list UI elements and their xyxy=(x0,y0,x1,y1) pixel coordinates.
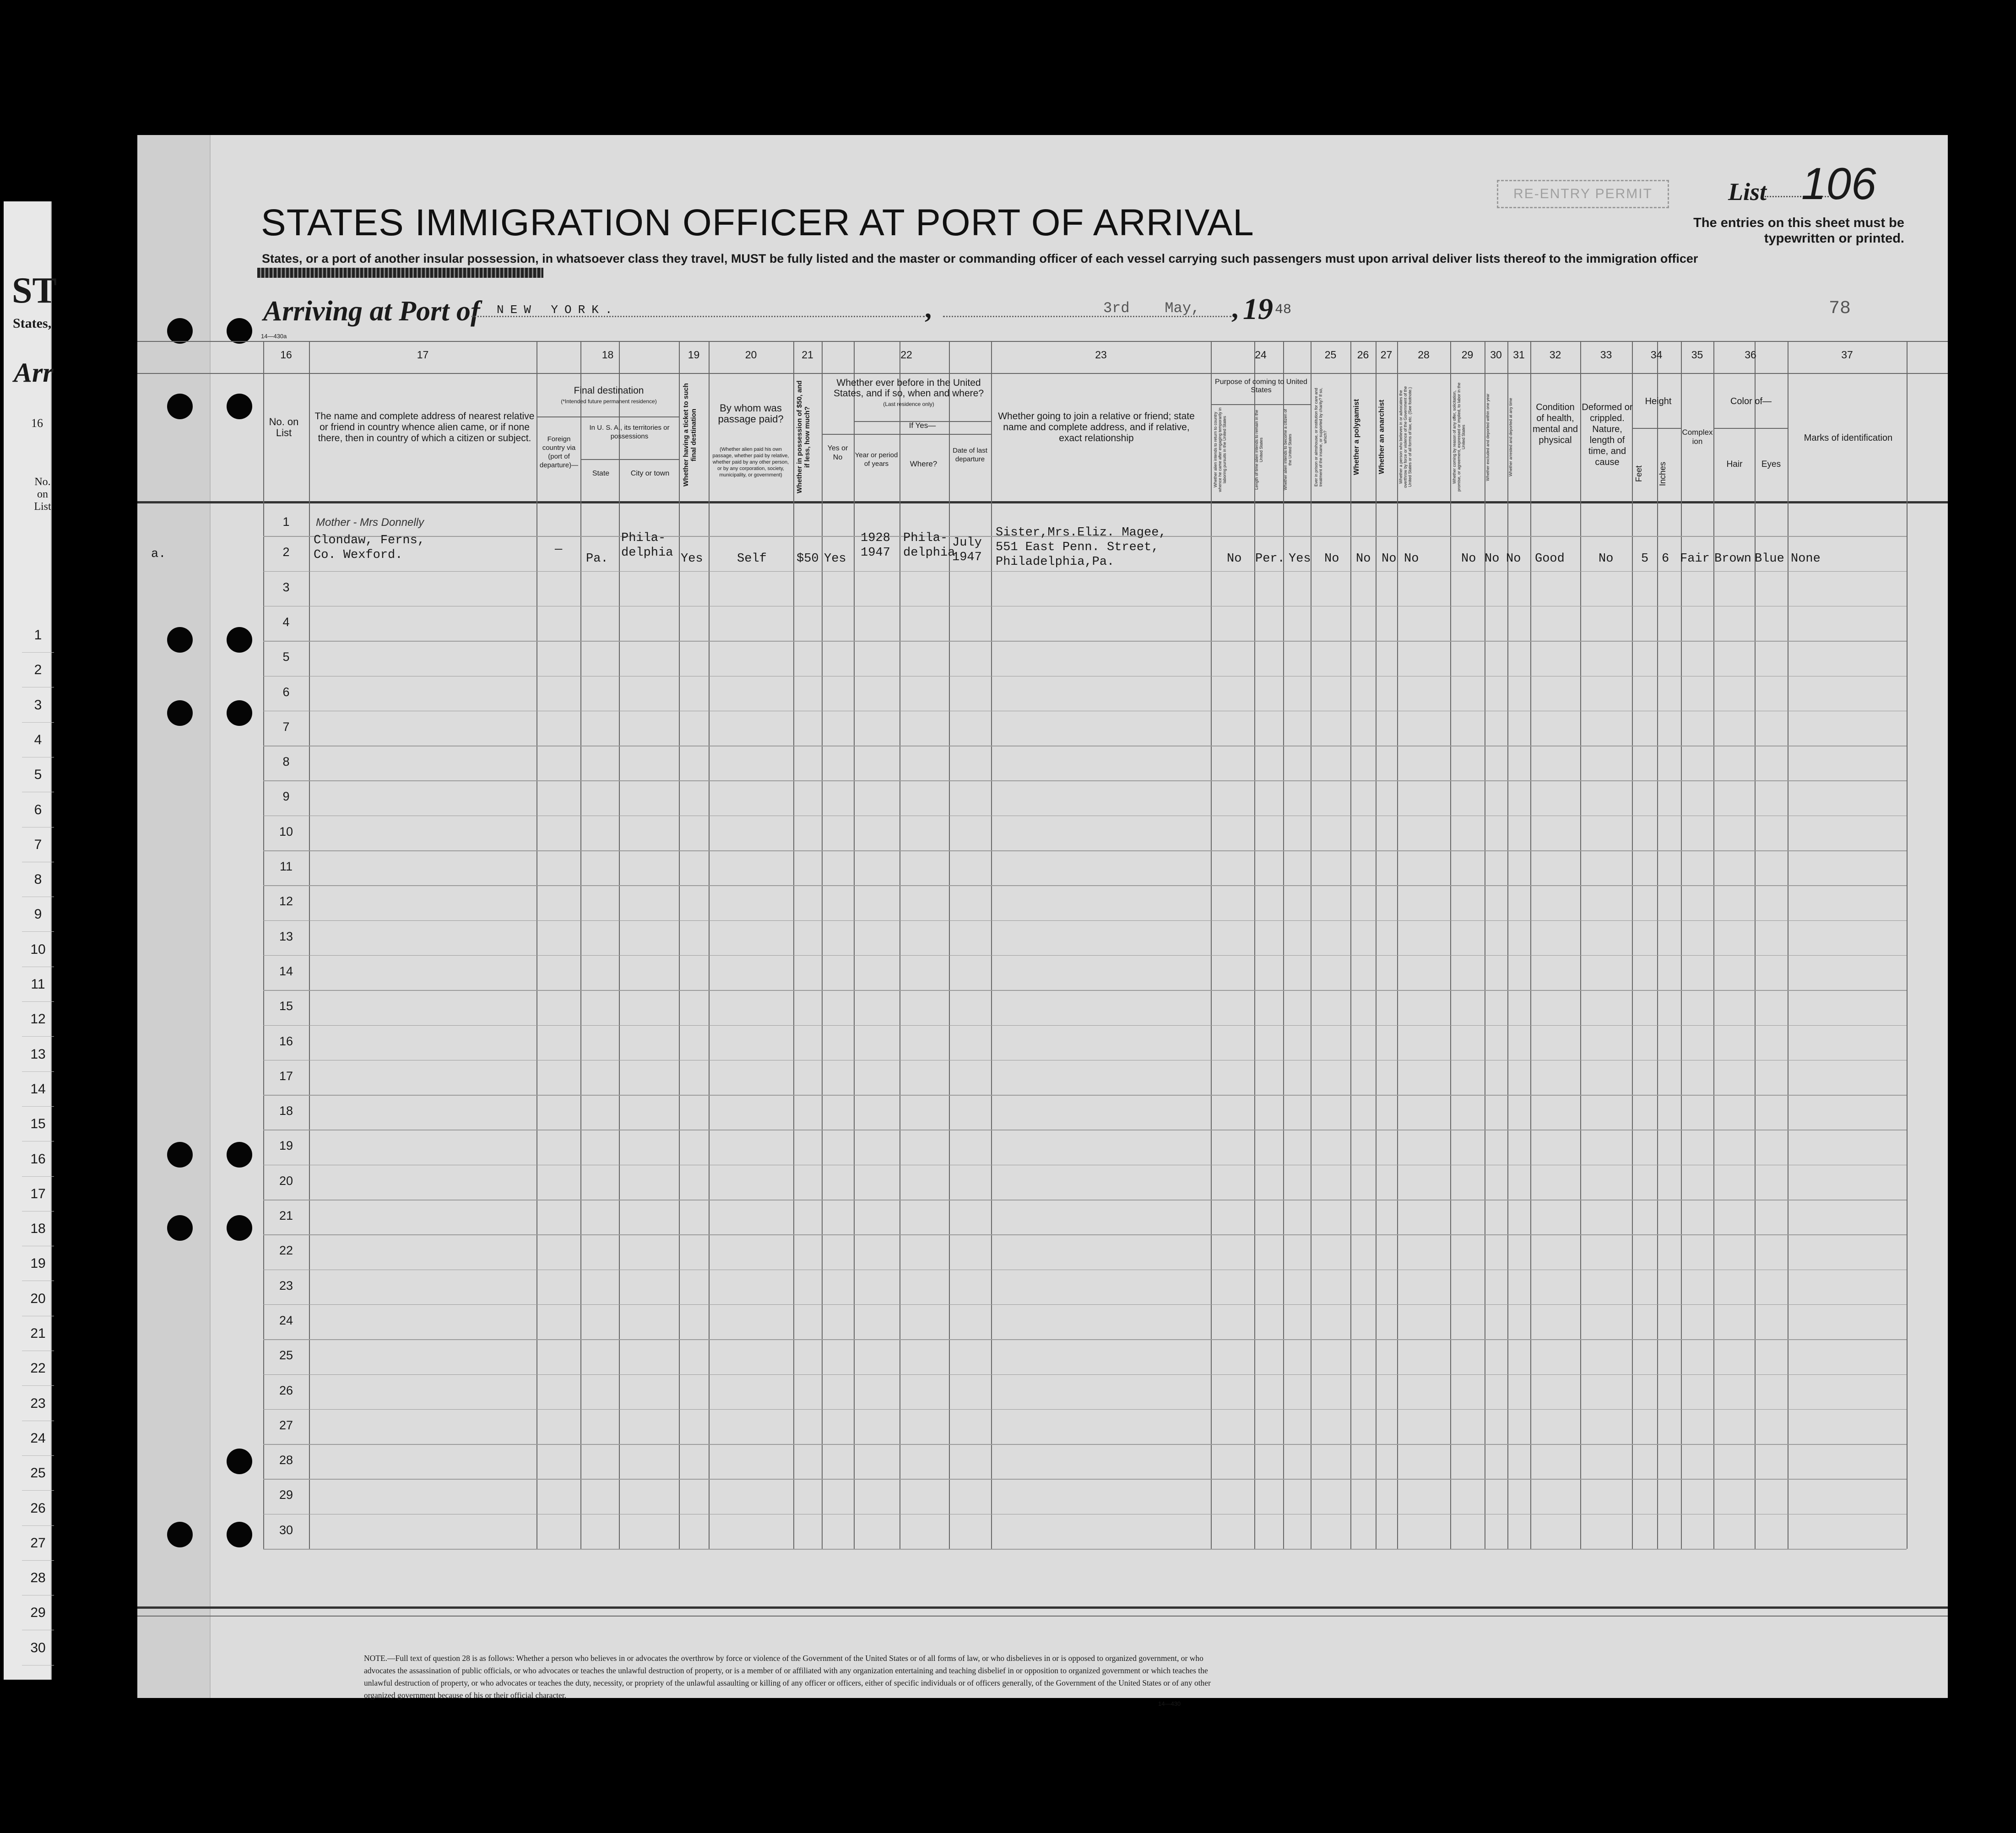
subheader-rule xyxy=(1713,428,1788,429)
previous-page-row-number: 26 xyxy=(22,1491,54,1526)
column-number: 19 xyxy=(688,349,700,361)
column-rule xyxy=(1254,341,1255,1549)
column-rule xyxy=(709,341,710,1549)
row-rule xyxy=(263,1549,1907,1550)
column-number: 21 xyxy=(802,349,813,361)
row-rule xyxy=(263,1444,1907,1445)
header-labor-offer: Whether coming by reason of any offer, solicitation, promise, or agreement, expressed or implied, to labor in the United States xyxy=(1452,382,1466,492)
header-purpose-citizen: Whether alien intends to become a citizen of the United States xyxy=(1283,409,1292,491)
previous-page-column-number: 16 xyxy=(31,416,43,430)
row-number: 23 xyxy=(279,1278,293,1292)
column-rule xyxy=(1657,341,1658,1549)
header-height: Height xyxy=(1645,396,1672,406)
header-prison: Ever in prison or almshouse, or institution for care and treatment of the insane, or supported by charity? If so, which? xyxy=(1314,388,1328,487)
entry-city: Phila- delphia xyxy=(621,531,673,560)
row-rule xyxy=(263,955,1907,956)
header-deformed: Deformed or crippled. Nature, length of time, and cause xyxy=(1582,402,1633,467)
column-rule xyxy=(1530,341,1531,1549)
row-rule xyxy=(263,711,1907,712)
year-suffix: 48 xyxy=(1275,302,1292,318)
header-no-on-list: No. on List xyxy=(269,416,299,438)
header-final-destination: Final destination xyxy=(574,385,644,396)
row-number: 19 xyxy=(279,1139,293,1153)
entry-eyes: Blue xyxy=(1755,552,1784,566)
previous-page-row-number: 8 xyxy=(22,862,54,897)
comma: , xyxy=(1231,293,1238,324)
subheader-rule xyxy=(822,434,991,435)
header-fifty-dollars: Whether in possession of $50, and if less, how much? xyxy=(796,380,811,494)
row-number: 15 xyxy=(279,999,293,1013)
header-marks: Marks of identification xyxy=(1804,433,1893,443)
row-number: 24 xyxy=(279,1313,293,1327)
row-number: 18 xyxy=(279,1104,293,1118)
header-polygamist: Whether a polygamist xyxy=(1353,399,1360,476)
header-hair: Hair xyxy=(1726,460,1743,469)
previous-page-edge xyxy=(4,201,57,1680)
entry-ticket: Yes xyxy=(681,552,703,566)
column-number: 27 xyxy=(1380,349,1393,361)
previous-page-row-number: 2 xyxy=(22,653,54,687)
row-rule xyxy=(263,606,1907,607)
column-rule xyxy=(991,341,992,1549)
column-number: 26 xyxy=(1357,349,1369,361)
row-rule xyxy=(263,1409,1907,1410)
entry-fifty-dollars: $50 xyxy=(797,552,819,566)
entry-prison: No xyxy=(1324,552,1339,566)
column-rule xyxy=(1681,341,1682,1549)
previous-page-row-number: 22 xyxy=(22,1351,54,1386)
column-rule xyxy=(822,341,823,1549)
previous-page-arriving-fragment: Arr xyxy=(14,357,54,388)
column-number: 32 xyxy=(1549,349,1561,361)
column-rule xyxy=(793,341,794,1549)
header-date-departure: Date of last departure xyxy=(953,447,987,463)
column-rule xyxy=(1632,341,1633,1549)
row-number: 14 xyxy=(279,964,293,978)
row-number: 10 xyxy=(279,824,293,838)
typewritten-note: The entries on this sheet must be typewritten or printed. xyxy=(1693,216,1904,246)
row-rule xyxy=(263,1025,1907,1026)
column-number: 18 xyxy=(602,349,614,361)
entry-feet: 5 xyxy=(1641,552,1649,566)
reentry-permit-stamp: RE-ENTRY PERMIT xyxy=(1497,180,1669,208)
header-last-residence: (Last residence only) xyxy=(883,401,934,407)
column-number: 25 xyxy=(1324,349,1337,361)
header-inches: Inches xyxy=(1658,461,1667,486)
row-rule xyxy=(263,676,1907,677)
header-anarchist: Whether an anarchist xyxy=(1378,400,1386,475)
column-rule xyxy=(854,341,855,1549)
previous-page-states-fragment: States, xyxy=(13,316,52,331)
entry-complexion: Fair xyxy=(1680,552,1710,566)
column-number: 28 xyxy=(1418,349,1430,361)
column-rule xyxy=(1507,341,1508,1549)
column-rule xyxy=(1907,341,1908,1549)
punch-hole xyxy=(227,318,252,344)
column-number: 17 xyxy=(417,349,429,361)
row-number: 6 xyxy=(282,685,290,699)
header-purpose-length: Length of time alien intends to remain in the United States xyxy=(1254,410,1263,490)
entry-joining-relative: Sister,Mrs.Eliz. Magee, 551 East Penn. Street, Philadelphia,Pa. xyxy=(996,526,1166,569)
column-rule xyxy=(619,341,620,1549)
struck-out-text xyxy=(257,268,543,278)
column-number: 20 xyxy=(745,349,757,361)
column-number: 36 xyxy=(1745,349,1756,361)
table-rule xyxy=(137,1606,1948,1609)
header-complexion: Complexion xyxy=(1682,428,1713,446)
column-rule xyxy=(1755,341,1756,1549)
header-ever-before: Whether ever before in the United States, and if so, when and where? xyxy=(833,378,984,399)
year-prefix: 19 xyxy=(1243,292,1273,326)
subheader-rule xyxy=(1211,404,1311,405)
column-rule xyxy=(580,341,581,1549)
column-number: 29 xyxy=(1461,349,1474,361)
row-rule xyxy=(263,1514,1907,1515)
previous-page-row-number: 11 xyxy=(22,967,54,1002)
row-rule xyxy=(263,990,1907,991)
previous-page-row-number: 25 xyxy=(22,1456,54,1491)
entry-anarchist: No xyxy=(1382,552,1397,566)
column-rule xyxy=(1713,341,1714,1549)
entry-departure-date: July 1947 xyxy=(952,536,982,564)
header-deported: Whether arrested and deported at any time xyxy=(1508,398,1513,476)
row-rule xyxy=(263,1095,1907,1096)
header-foreign-country: Foreign country via (port of departure)— xyxy=(539,435,579,469)
header-color-of: Color of— xyxy=(1730,396,1772,406)
form-code: 14—430a xyxy=(261,333,287,340)
column-rule xyxy=(679,341,680,1549)
previous-page-row-number: 30 xyxy=(22,1631,54,1665)
column-number: 33 xyxy=(1600,349,1612,361)
row-rule xyxy=(263,1479,1907,1480)
column-rule xyxy=(309,341,310,1549)
previous-page-row-number: 15 xyxy=(22,1107,54,1141)
row-rule xyxy=(263,1270,1907,1271)
arrival-date: 3rd May, xyxy=(1103,300,1200,317)
subheader-rule xyxy=(580,459,680,460)
header-passage-paid: By whom was passage paid? xyxy=(718,402,784,425)
row-rule xyxy=(263,571,1907,572)
previous-page-row-number: 20 xyxy=(22,1281,54,1316)
subheader-rule xyxy=(1632,428,1681,429)
previous-page-row-number: 12 xyxy=(22,1002,54,1037)
previous-page-row-number: 16 xyxy=(22,1142,54,1177)
header-ticket: Whether having a ticket to such final destination xyxy=(682,383,698,487)
subheader-rule xyxy=(537,416,680,417)
header-excluded: Whether excluded and deported within one year xyxy=(1485,393,1490,481)
entry-excluded: No xyxy=(1485,552,1500,566)
entry-purpose-citizen: Yes xyxy=(1289,552,1311,566)
previous-page-row-number: 27 xyxy=(22,1526,54,1561)
row-number: 1 xyxy=(282,515,290,529)
entry-labor-offer: No xyxy=(1461,552,1476,566)
previous-page-title-fragment: ST xyxy=(12,270,57,311)
row-rule xyxy=(263,1339,1907,1340)
header-overthrow: Whether a person who believes in or advocates the overthrow by force or violence of the Government of the United States or of all forms of law, etc. (See footnote.) xyxy=(1398,386,1412,488)
previous-page-row-number: 4 xyxy=(22,723,54,757)
list-number: 106 xyxy=(1801,158,1876,209)
header-state: State xyxy=(592,470,610,477)
header-join-relative: Whether going to join a relative or friend; state name and complete address, and if relative, exact relationship xyxy=(998,411,1195,443)
entry-passage-paid: Self xyxy=(737,552,767,566)
header-eyes: Eyes xyxy=(1761,460,1781,469)
entry-polygamist: No xyxy=(1356,552,1371,566)
punch-hole xyxy=(167,318,193,344)
row-number: 16 xyxy=(279,1034,293,1048)
entry-marks: None xyxy=(1791,552,1821,566)
handwritten-annotation: Mother - Mrs Donnelly xyxy=(316,516,424,529)
entry-where: Phila- delphia xyxy=(903,531,955,560)
list-label: List xyxy=(1728,178,1767,205)
column-rule xyxy=(1397,341,1398,1549)
header-passage-paid-note: (Whether alien paid his own passage, whether paid by relative, whether paid by any other person, or by any corporation, society, municipality, or government) xyxy=(712,447,789,478)
row-rule xyxy=(263,920,1907,921)
row-number: 25 xyxy=(279,1348,293,1363)
table-rule xyxy=(137,341,1948,342)
entry-inches: 6 xyxy=(1662,552,1669,566)
previous-page-row-number: 10 xyxy=(22,932,54,967)
column-number: 16 xyxy=(280,349,292,361)
column-number: 30 xyxy=(1490,349,1502,361)
previous-page-row-number: 1 xyxy=(22,618,54,653)
row-number: 8 xyxy=(282,755,290,769)
page-number: 78 xyxy=(1829,298,1851,319)
row-number: 27 xyxy=(279,1418,293,1432)
previous-page-row-number: 23 xyxy=(22,1386,54,1421)
header-usa: In U. S. A., its territories or possessions xyxy=(589,424,670,440)
header-yes-or-no: Yes or No xyxy=(827,444,848,461)
row-rule xyxy=(263,1234,1907,1235)
previous-page-row-number: 5 xyxy=(22,757,54,792)
row-rule xyxy=(263,1304,1907,1305)
header-final-destination-note: (*Intended future permanent residence) xyxy=(561,398,657,405)
row-rule xyxy=(263,1060,1907,1061)
header-where: Where? xyxy=(910,460,938,468)
arriving-label: Arriving at Port of xyxy=(263,296,480,327)
row-rule xyxy=(263,641,1907,642)
entry-nearest-relative: Clondaw, Ferns, Co. Wexford. xyxy=(314,534,425,562)
row-number: 3 xyxy=(282,580,290,594)
column-number: 23 xyxy=(1095,349,1107,361)
row-number: 26 xyxy=(279,1383,293,1397)
column-number: 24 xyxy=(1255,349,1267,361)
form-instructions: States, or a port of another insular possession, in whatsoever class they travel, MUST be fully listed and the master or commanding officer of each vessel carrying such passengers must upon arrival deliver lists thereof to the immigration officer xyxy=(262,252,1698,265)
column-rule xyxy=(1350,341,1351,1549)
previous-page-row-number: 13 xyxy=(22,1037,54,1072)
column-rule xyxy=(1376,341,1377,1549)
footnote-form-code: 14—430 xyxy=(1158,1700,1181,1707)
row-number: 4 xyxy=(282,615,290,629)
table-rule xyxy=(137,1616,1948,1617)
header-feet: Feet xyxy=(1634,465,1643,482)
row-number: 2 xyxy=(282,545,290,559)
row-rule xyxy=(263,1165,1907,1166)
footnote: NOTE.—Full text of question 28 is as follows: Whether a person who believes in or advocates the overthrow by force or violence of the Government of the United States or of all forms of law, or who disbelieves in or is opposed to organized government, or who advocates the assassination of public officials, or who advocates or teaches the unlawful destruction of property, or is a member of or affiliated with any organization entertaining and teaching disbelief in or opposition to organized government or which teaches the unlawful destruction of property, or who advocates or teaches the duty, necessity, or propriety of the unlawful assaulting or killing of any officer or officers, either of specific individuals or of officers generally, of the Government of the United States or of any other organized government because of his or their official character. xyxy=(364,1654,1211,1700)
previous-page-row-number: 28 xyxy=(22,1561,54,1595)
prev-page-entry-fragment: a. xyxy=(151,547,166,561)
previous-page-row-number: 14 xyxy=(22,1072,54,1107)
previous-page-row-number: 9 xyxy=(22,897,54,932)
entry-years: 1928 1947 xyxy=(861,531,890,560)
row-number: 29 xyxy=(279,1488,293,1502)
entry-been-before: Yes xyxy=(824,552,846,566)
entry-state: Pa. xyxy=(586,552,608,566)
entry-overthrow: No xyxy=(1404,552,1419,566)
column-rule xyxy=(949,341,950,1549)
header-city: City or town xyxy=(630,470,670,477)
row-rule xyxy=(263,885,1907,886)
column-number: 37 xyxy=(1841,349,1853,361)
row-number: 20 xyxy=(279,1173,293,1188)
row-number: 17 xyxy=(279,1069,293,1083)
row-number: 9 xyxy=(282,789,290,804)
entry-health: Good xyxy=(1535,552,1565,566)
column-rule xyxy=(1450,341,1451,1549)
row-rule xyxy=(263,1374,1907,1375)
header-purpose-return: Whether alien intends to return to country whence he came after engaging temporarily in laboring pursuits in the United States xyxy=(1213,407,1227,492)
row-number: 12 xyxy=(279,894,293,908)
entry-purpose-length: Per. xyxy=(1255,552,1285,566)
column-number: 31 xyxy=(1513,349,1525,361)
header-nearest-relative: The name and complete address of nearest relative or friend in country whence alien came, or if none there, then in country of which a citizen or subject. xyxy=(314,411,535,443)
row-number: 11 xyxy=(279,860,293,873)
header-health: Condition of health, mental and physical xyxy=(1533,402,1578,445)
row-rule xyxy=(263,850,1907,851)
previous-page-row-number: 21 xyxy=(22,1316,54,1351)
header-purpose: Purpose of coming to United States xyxy=(1215,378,1307,394)
row-number: 21 xyxy=(279,1209,293,1222)
entry-foreign-country: — xyxy=(555,543,563,557)
header-year: Year or period of years xyxy=(855,451,898,468)
column-number: 34 xyxy=(1650,349,1663,361)
row-number: 30 xyxy=(279,1523,293,1537)
comma: , xyxy=(925,293,932,324)
column-number: 22 xyxy=(900,349,912,361)
port-of-arrival: NEW YORK. xyxy=(497,303,619,317)
entry-hair: Brown xyxy=(1714,552,1752,566)
row-number: 28 xyxy=(279,1453,293,1467)
previous-page-row-number: 29 xyxy=(22,1595,54,1630)
column-rule xyxy=(1283,341,1284,1549)
previous-page-row-number: 24 xyxy=(22,1421,54,1456)
form-title: STATES IMMIGRATION OFFICER AT PORT OF ARRIVAL xyxy=(261,202,1254,243)
previous-page-row-number: 3 xyxy=(22,688,54,723)
row-number: 7 xyxy=(282,719,290,734)
table-rule xyxy=(137,501,1948,503)
row-number: 5 xyxy=(282,650,290,664)
previous-page-row-number: 18 xyxy=(22,1211,54,1246)
table-rule xyxy=(137,373,1948,374)
entry-deformed: No xyxy=(1599,552,1614,566)
row-number: 13 xyxy=(279,929,293,943)
header-if-yes: If Yes— xyxy=(909,421,936,430)
previous-page-row-number: 7 xyxy=(22,827,54,862)
column-rule xyxy=(1211,341,1212,1549)
column-number: 35 xyxy=(1691,349,1703,361)
row-number: 22 xyxy=(279,1244,293,1258)
column-rule xyxy=(1580,341,1581,1549)
previous-page-row-number: 17 xyxy=(22,1177,54,1211)
previous-page-no-on-list: No. on List xyxy=(34,476,51,513)
entry-purpose-return: No xyxy=(1227,552,1242,566)
entry-deported: No xyxy=(1506,552,1521,566)
row-rule xyxy=(263,780,1907,781)
previous-page-row-number: 6 xyxy=(22,793,54,827)
previous-page-row-number: 19 xyxy=(22,1246,54,1281)
